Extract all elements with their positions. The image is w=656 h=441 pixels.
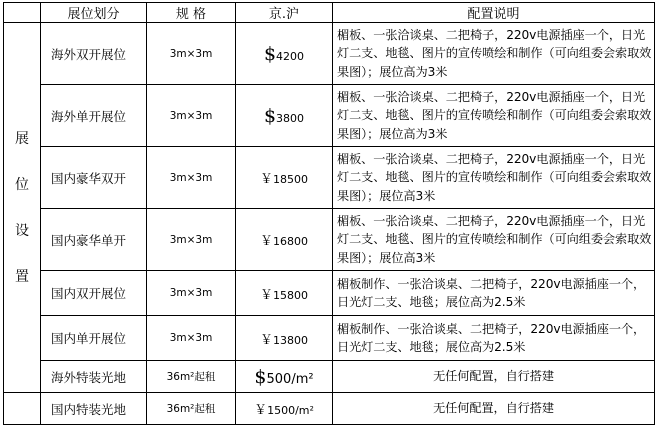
price-value: 500/m²	[266, 371, 314, 387]
header-row	[4, 3, 655, 23]
booth-price	[236, 271, 333, 316]
booth-name: 国内特装光地	[41, 393, 147, 425]
section-label-char: 位	[15, 176, 29, 193]
booth-price	[236, 147, 333, 209]
header-booth-type: 展位划分	[41, 3, 147, 23]
price-value: 13800	[273, 333, 308, 347]
table-row	[4, 23, 655, 85]
section-label-char: 设	[15, 222, 29, 239]
booth-name: 海外特装光地	[41, 361, 147, 393]
section-label-blank	[4, 393, 41, 425]
header-config: 配置说明	[333, 3, 655, 23]
booth-spec: 3m×3m	[147, 271, 236, 316]
booth-spec: 3m×3m	[147, 85, 236, 147]
currency-symbol: $	[254, 365, 267, 388]
booth-config: 楣板、一张洽谈桌、二把椅子，220v电源插座一个，日光灯二支、地毯、图片的宣传喷绘和制作（可向组委会索取效果图）；展位高3米	[333, 147, 655, 209]
table-row	[4, 147, 655, 209]
booth-price	[236, 393, 333, 425]
booth-spec: 3m×3m	[147, 23, 236, 85]
currency-symbol: $	[263, 42, 277, 65]
booth-config: 楣板、一张洽谈桌、二把椅子，220v电源插座一个，日光灯二支、地毯、图片的宣传喷绘和制作（可向组委会索取效果图）；展位高为3米	[333, 85, 655, 147]
booth-price	[236, 361, 333, 393]
booth-config: 楣板制作、一张洽谈桌、二把椅子，220v电源插座一个，日光灯二支、地毯；展位高为2.5米	[333, 316, 655, 361]
booth-config: 无任何配置，自行搭建	[333, 361, 655, 393]
table-row	[4, 361, 655, 393]
table-row	[4, 271, 655, 316]
currency-symbol: $	[263, 104, 277, 127]
price-value: 4200	[276, 49, 305, 63]
booth-price	[236, 85, 333, 147]
booth-name: 国内单开展位	[41, 316, 147, 361]
table-row	[4, 85, 655, 147]
booth-name: 国内豪华单开	[41, 209, 147, 271]
currency-symbol: ￥	[259, 234, 273, 249]
price-value: 3800	[276, 111, 305, 125]
booth-name: 海外双开展位	[41, 23, 147, 85]
section-label-char: 展	[15, 130, 29, 147]
booth-price	[236, 209, 333, 271]
table-row	[4, 316, 655, 361]
section-label-char: 置	[15, 268, 29, 285]
price-value: 16800	[273, 235, 308, 248]
booth-spec: 36m²起租	[147, 361, 236, 393]
booth-name: 海外单开展位	[41, 85, 147, 147]
header-price: 京.沪	[236, 3, 333, 23]
booth-spec: 3m×3m	[147, 147, 236, 209]
booth-config: 楣板、一张洽谈桌、二把椅子，220v电源插座一个，日光灯二支、地毯、图片的宣传喷绘和制作（可向组委会索取效果图）；展位高3米	[333, 209, 655, 271]
booth-spec: 3m×3m	[147, 316, 236, 361]
header-spec: 规 格	[147, 3, 236, 23]
booth-name: 国内豪华双开	[41, 147, 147, 209]
currency-symbol: ￥	[259, 172, 273, 187]
table-row	[4, 209, 655, 271]
currency-symbol: ￥	[259, 287, 273, 303]
section-label	[4, 23, 41, 393]
price-value: 15800	[273, 288, 308, 302]
booth-name: 国内双开展位	[41, 271, 147, 316]
booth-spec: 3m×3m	[147, 209, 236, 271]
price-value: 1500/m²	[267, 404, 314, 417]
booth-config: 楣板制作、一张洽谈桌、二把椅子，220v电源插座一个，日光灯二支、地毯；展位高为2.5米	[333, 271, 655, 316]
booth-price	[236, 23, 333, 85]
currency-symbol: ￥	[254, 403, 268, 418]
price-value: 18500	[273, 173, 308, 186]
booth-pricing-table	[3, 2, 655, 425]
header-blank	[4, 3, 41, 23]
currency-symbol: ￥	[259, 332, 273, 348]
booth-price	[236, 316, 333, 361]
table-row	[4, 393, 655, 425]
booth-config: 楣板、一张洽谈桌、二把椅子，220v电源插座一个，日光灯二支、地毯、图片的宣传喷绘和制作（可向组委会索取效果图）；展位高为3米	[333, 23, 655, 85]
booth-config: 无任何配置，自行搭建	[333, 393, 655, 425]
booth-spec: 36m²起租	[147, 393, 236, 425]
